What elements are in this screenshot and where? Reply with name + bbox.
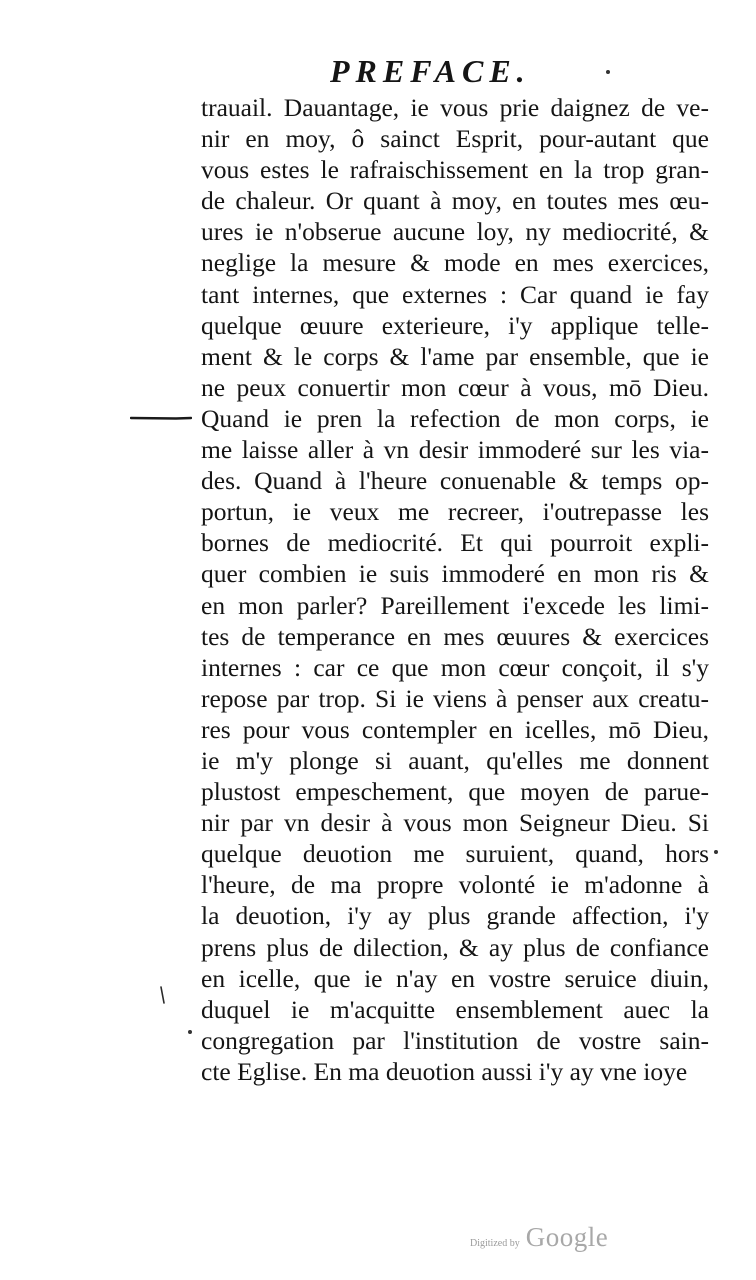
text-line: tes de temperance en mes œuures & exercices (201, 621, 709, 651)
text-line: ie m'y plonge si auant, qu'elles me donnent (201, 745, 709, 775)
text-line: en icelle, que ie n'ay en vostre seruice diuin, (201, 963, 709, 993)
text-line: trauail. Dauantage, ie vous prie daignez de ve- (201, 93, 709, 122)
text-line: des. Quand à l'heure conuenable & temps op- (201, 466, 709, 496)
text-line: prens plus de dilection, & ay plus de confiance (201, 932, 709, 962)
text-line: la deuotion, i'y ay plus grande affection, i'y (201, 901, 709, 931)
text-line: bornes de mediocrité. Et qui pourroit expli- (201, 528, 709, 558)
text-line: de chaleur. Or quant à moy, en toutes mes œu- (201, 186, 709, 216)
marginal-tick-mark (158, 986, 168, 1004)
body-text (201, 92, 709, 1087)
text-line: plustost empeschement, que moyen de paruе- (201, 777, 709, 807)
text-line: internes : car ce que mon cœur conçoit, il s'y (201, 652, 709, 682)
text-line: quelque œuure exterieure, i'y applique telle- (201, 310, 709, 340)
text-line: quelque deuotion me suruient, quand, hors (201, 839, 709, 869)
text-line: quer combien ie suis immoderé en mon ris & (201, 559, 709, 589)
ink-speck (714, 850, 718, 854)
ink-speck (188, 1030, 192, 1034)
text-line: nir par vn desir à vous mon Seigneur Dieu. Si (201, 808, 709, 838)
text-line: en mon parler? Pareillement i'excede les limi- (201, 590, 709, 620)
text-line: res pour vous contempler en icelles, mō Dieu, (201, 714, 709, 744)
text-line: congregation par l'institution de vostre sain- (201, 1025, 709, 1055)
running-head: PREFACE. (330, 53, 531, 89)
text-line: ures ie n'obserue aucune loy, ny mediocrité, & (201, 217, 709, 247)
text-line: l'heure, de ma propre volonté ie m'adonne à (201, 870, 709, 900)
digitizer-watermark (470, 1222, 630, 1256)
text-line: neglige la mesure & mode en mes exercices, (201, 248, 709, 278)
text-line: cte Eglise. En ma deuotion aussi i'y ay vne ioye (201, 1056, 688, 1086)
text-line: repose par trop. Si ie viens à penser aux creatu- (201, 683, 709, 713)
text-line: portun, ie veux me recreer, i'outrepasse les (201, 497, 709, 527)
text-line: me laisse aller à vn desir immoderé sur les via- (201, 435, 709, 465)
digitized-by-label: Digitized by (470, 1238, 520, 1249)
ink-speck (606, 70, 610, 74)
text-line: vous estes le rafraischissement en la trop gran- (201, 155, 709, 185)
text-line: ne peux conuertir mon cœur à vous, mō Dieu. (201, 372, 709, 402)
text-line: nir en moy, ô sainct Esprit, pour-autant que (201, 124, 709, 154)
text-line: tant internes, que externes : Car quand ie fay (201, 279, 709, 309)
text-line: duquel ie m'acquitte ensemblement auec la (201, 994, 709, 1024)
marginal-line-mark (130, 415, 192, 421)
text-line: Quand ie pren la refection de mon corps, ie (201, 403, 709, 433)
text-line: ment & le corps & l'ame par ensemble, que ie (201, 341, 709, 371)
google-logo: Google (525, 1222, 609, 1252)
